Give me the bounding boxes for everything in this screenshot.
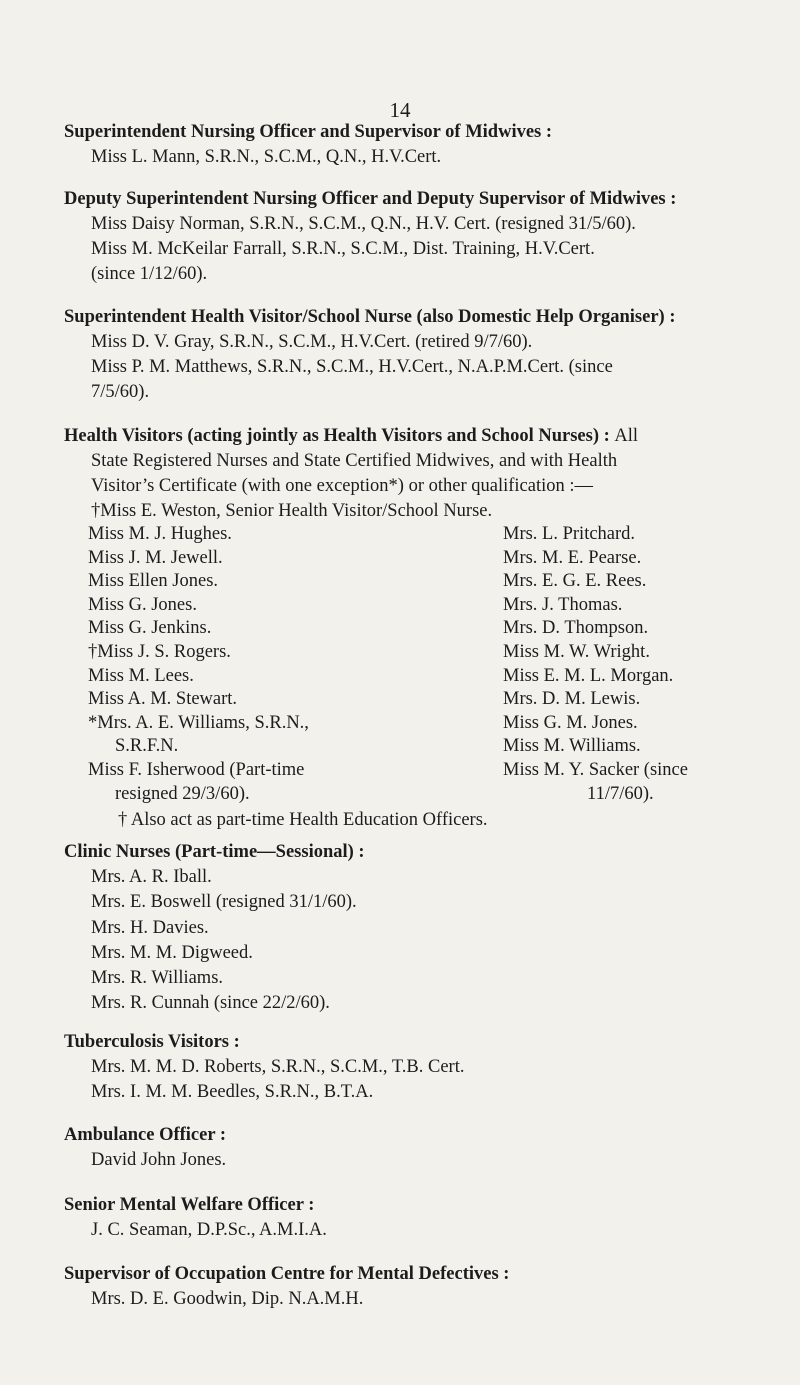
staff-line: Mrs. M. M. D. Roberts, S.R.N., S.C.M., T.B. Cert. [91, 1057, 465, 1077]
list-item: Miss M. W. Wright. [503, 641, 650, 662]
list-item: Miss M. J. Hughes. [88, 524, 232, 544]
section-heading: Clinic Nurses (Part-time—Sessional) : [64, 842, 365, 862]
section-clinic-nurses [64, 840, 764, 1017]
section-heading-tail: All [614, 426, 639, 446]
staff-line: Mrs. E. Boswell (resigned 31/1/60). [91, 892, 357, 913]
section-ambulance [64, 1123, 764, 1173]
list-item: Mrs. E. G. E. Rees. [503, 571, 647, 592]
list-item: Miss G. Jones. [88, 594, 197, 615]
list-item: *Mrs. A. E. Williams, S.R.N., [88, 712, 309, 733]
section-health-visitors [64, 424, 764, 524]
staff-line: Mrs. R. Williams. [91, 968, 224, 989]
section-heading: Supervisor of Occupation Centre for Mental Defectives : [64, 1264, 510, 1284]
staff-line: David John Jones. [91, 1150, 227, 1170]
list-item: S.R.F.N. [115, 736, 179, 757]
footnote: † Also act as part-time Health Education Officers. [118, 810, 488, 830]
list-item: Mrs. L. Pritchard. [503, 524, 636, 544]
staff-line: Mrs. D. E. Goodwin, Dip. N.A.M.H. [91, 1289, 364, 1309]
staff-line: Mrs. I. M. M. Beedles, S.R.N., B.T.A. [91, 1082, 374, 1102]
list-item: Miss F. Isherwood (Part-time [88, 759, 305, 780]
section-heading: Ambulance Officer : [64, 1125, 227, 1145]
intro-line: State Registered Nurses and State Certified Midwives, and with Health [91, 451, 618, 471]
section-deputy-supt [64, 187, 764, 287]
staff-line: Miss P. M. Matthews, S.R.N., S.C.M., H.V.Cert., N.A.P.M.Cert. (since [91, 357, 613, 377]
staff-line: Miss L. Mann, S.R.N., S.C.M., Q.N., H.V.Cert. [91, 147, 442, 167]
section-heading [64, 424, 764, 449]
section-tb-visitors [64, 1030, 764, 1105]
staff-line: Mrs. R. Cunnah (since 22/2/60). [91, 993, 330, 1014]
section-heading: Superintendent Health Visitor/School Nurse (also Domestic Help Organiser) : [64, 307, 676, 327]
list-item: 11/7/60). [587, 783, 654, 804]
health-visitor-columns [64, 523, 784, 823]
list-item: Miss J. M. Jewell. [88, 547, 223, 568]
list-item: Miss G. Jenkins. [88, 618, 212, 639]
staff-line: 7/5/60). [91, 382, 150, 402]
section-heading: Superintendent Nursing Officer and Supervisor of Midwives : [64, 122, 553, 142]
section-heading-text: Health Visitors (acting jointly as Health Visitors and School Nurses) : [64, 426, 610, 446]
section-supt-nursing [64, 120, 764, 170]
staff-line: J. C. Seaman, D.P.Sc., A.M.I.A. [91, 1220, 327, 1240]
list-item: resigned 29/3/60). [115, 783, 250, 804]
list-item: Miss G. M. Jones. [503, 712, 638, 733]
list-item: †Miss J. S. Rogers. [88, 641, 231, 662]
section-occupation-centre [64, 1262, 764, 1312]
intro-line: Visitor’s Certificate (with one exception*) or other qualification :— [91, 476, 594, 496]
list-item: Miss A. M. Stewart. [88, 689, 238, 710]
section-heading: Tuberculosis Visitors : [64, 1032, 240, 1052]
list-item: Miss M. Y. Sacker (since [503, 759, 688, 780]
staff-line: Mrs. M. M. Digweed. [91, 942, 253, 963]
staff-line: (since 1/12/60). [91, 264, 208, 284]
section-heading: Senior Mental Welfare Officer : [64, 1195, 315, 1215]
section-heading: Deputy Superintendent Nursing Officer and Deputy Supervisor of Midwives : [64, 189, 677, 209]
health-visitor-left-column [88, 523, 468, 806]
senior-health-visitor: †Miss E. Weston, Senior Health Visitor/School Nurse. [91, 501, 493, 521]
list-item: Mrs. M. E. Pearse. [503, 547, 642, 568]
list-item: Mrs. J. Thomas. [503, 594, 623, 615]
staff-line: Mrs. A. R. Iball. [91, 867, 212, 887]
section-supt-health-visitor [64, 305, 764, 405]
staff-line: Miss D. V. Gray, S.R.N., S.C.M., H.V.Cert. (retired 9/7/60). [91, 332, 533, 352]
list-item: Miss M. Lees. [88, 665, 194, 686]
staff-line: Miss M. McKeilar Farrall, S.R.N., S.C.M., Dist. Training, H.V.Cert. [91, 239, 595, 259]
staff-line: Mrs. H. Davies. [91, 917, 209, 938]
page-number: 14 [389, 98, 411, 122]
staff-line: Miss Daisy Norman, S.R.N., S.C.M., Q.N., H.V. Cert. (resigned 31/5/60). [91, 214, 636, 234]
list-item: Miss E. M. L. Morgan. [503, 665, 674, 686]
list-item: Miss M. Williams. [503, 736, 641, 757]
list-item: Mrs. D. Thompson. [503, 618, 649, 639]
list-item: Mrs. D. M. Lewis. [503, 689, 641, 710]
health-visitor-right-column [503, 523, 800, 806]
list-item: Miss Ellen Jones. [88, 571, 219, 592]
health-visitor-footnote-block [118, 808, 800, 833]
section-mental-welfare [64, 1193, 764, 1243]
